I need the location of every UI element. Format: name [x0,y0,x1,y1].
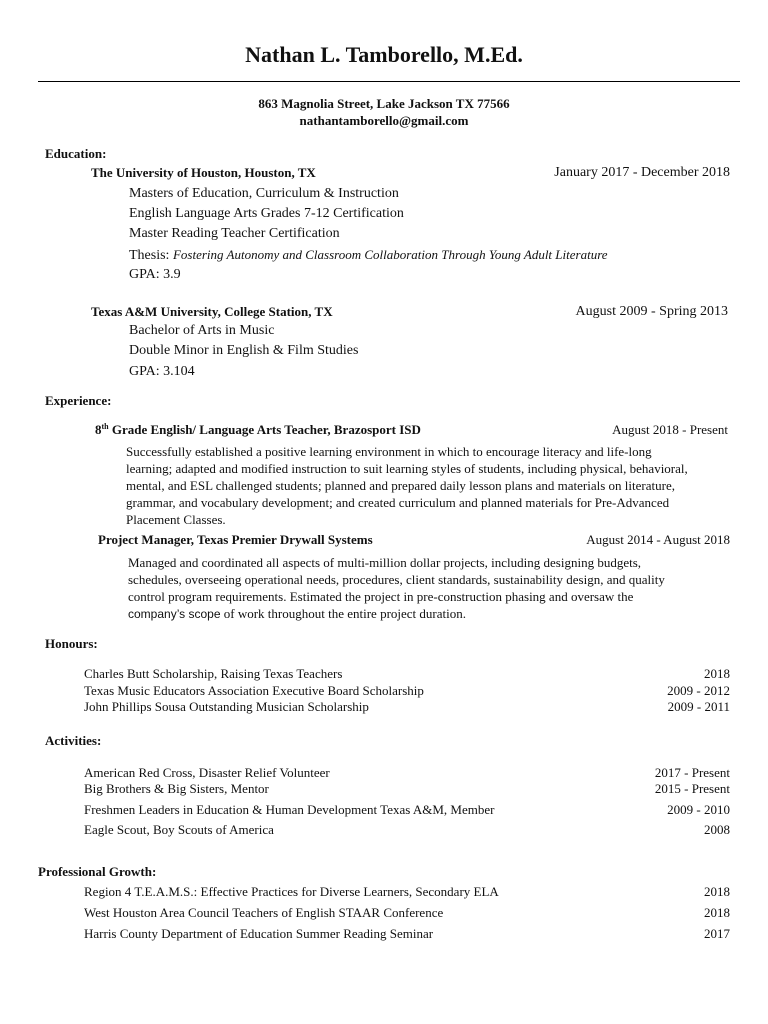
honour-label: Charles Butt Scholarship, Raising Texas Teachers [84,666,343,681]
growth-heading: Professional Growth: [38,864,157,879]
honour-date: 2018 [704,666,730,681]
job-description [128,554,665,623]
education-heading: Education: [45,146,107,161]
honour-label: John Phillips Sousa Outstanding Musician Scholarship [84,699,369,714]
job-description-line: schedules, overseeing operational needs, procedures, client standards, sustainability design, and quality [128,572,665,587]
activity-label: Big Brothers & Big Sisters, Mentor [84,781,269,796]
school-dates: January 2017 - December 2018 [554,165,730,180]
activity-date: 2015 - Present [654,781,730,796]
job-description-line: mental, and ESL challenged students; planned and prepared daily lesson plans and materials on literature, [126,478,675,493]
school-dates: August 2009 - Spring 2013 [575,304,728,319]
experience-heading: Experience: [45,393,112,408]
activity-label: Eagle Scout, Boy Scouts of America [84,822,274,837]
school-detail: Masters of Education, Curriculum & Instruction [129,186,399,201]
job-description-line: Managed and coordinated all aspects of multi-million dollar projects, including designing budgets, [128,555,642,570]
job-title: Project Manager, Texas Premier Drywall Systems [98,532,373,547]
activity-date: 2008 [704,822,730,837]
school-detail: Master Reading Teacher Certification [129,226,340,241]
growth-date: 2018 [704,905,730,920]
school-detail: Bachelor of Arts in Music [129,323,275,338]
school-detail: English Language Arts Grades 7-12 Certification [129,206,404,221]
growth-label: Harris County Department of Education Summer Reading Seminar [84,926,434,941]
growth-date: 2018 [704,884,730,899]
activity-date: 2017 - Present [654,765,730,780]
activity-label: Freshmen Leaders in Education & Human Development Texas A&M, Member [84,802,495,817]
growth-label: Region 4 T.E.A.M.S.: Effective Practices for Diverse Learners, Secondary ELA [84,884,499,899]
school-title: The University of Houston, Houston, TX [91,165,316,180]
activity-label: American Red Cross, Disaster Relief Volunteer [84,765,330,780]
email: nathantamborello@gmail.com [299,113,469,128]
honours-heading: Honours: [45,636,98,651]
honour-date: 2009 - 2012 [667,683,730,698]
job-description-line [128,605,665,623]
honour-label: Texas Music Educators Association Executive Board Scholarship [84,683,424,698]
growth-label: West Houston Area Council Teachers of English STAAR Conference [84,905,444,920]
school-detail: Double Minor in English & Film Studies [129,343,359,358]
thesis-line [129,247,608,264]
honour-date: 2009 - 2011 [667,699,730,714]
school-title: Texas A&M University, College Station, TX [91,304,333,319]
address: 863 Magnolia Street, Lake Jackson TX 77566 [258,96,510,111]
activities-heading: Activities: [45,733,102,748]
activity-date: 2009 - 2010 [667,802,730,817]
job-description-line: learning; adapted and modified instruction to suit learning styles of students, including physical, behavioral, [126,461,688,476]
company-scope-text: company’s scope [128,607,221,621]
school-gpa: GPA: 3.9 [129,267,181,282]
job-description-line: Successfully established a positive learning environment in which to encourage literacy and life-long [126,444,652,459]
thesis-title: Fostering Autonomy and Classroom Collaboration Through Young Adult Literature [172,247,608,262]
job-description-line: Placement Classes. [126,512,226,527]
job-description-line: grammar, and vocabulary development; and created curriculum and planned materials for Pre-Advanced [126,495,670,510]
job-dates: August 2014 - August 2018 [586,532,730,547]
job-dates: August 2018 - Present [612,422,728,437]
resume-name: Nathan L. Tamborello, M.Ed. [245,42,523,67]
thesis-label: Thesis: [129,248,173,263]
job-title [95,422,421,438]
job-description-tail: of work throughout the entire project duration. [220,606,466,621]
job-title-text: Grade English/ Language Arts Teacher, Brazosport ISD [108,422,421,437]
header-divider [38,81,740,82]
job-title-number: 8 [95,422,102,437]
job-title-sup: th [101,422,109,431]
job-description-line: control program requirements. Estimated the project in pre-construction phasing and oversaw the [128,589,634,604]
growth-date: 2017 [704,926,730,941]
job-description [126,443,688,528]
school-detail: GPA: 3.104 [129,364,195,379]
